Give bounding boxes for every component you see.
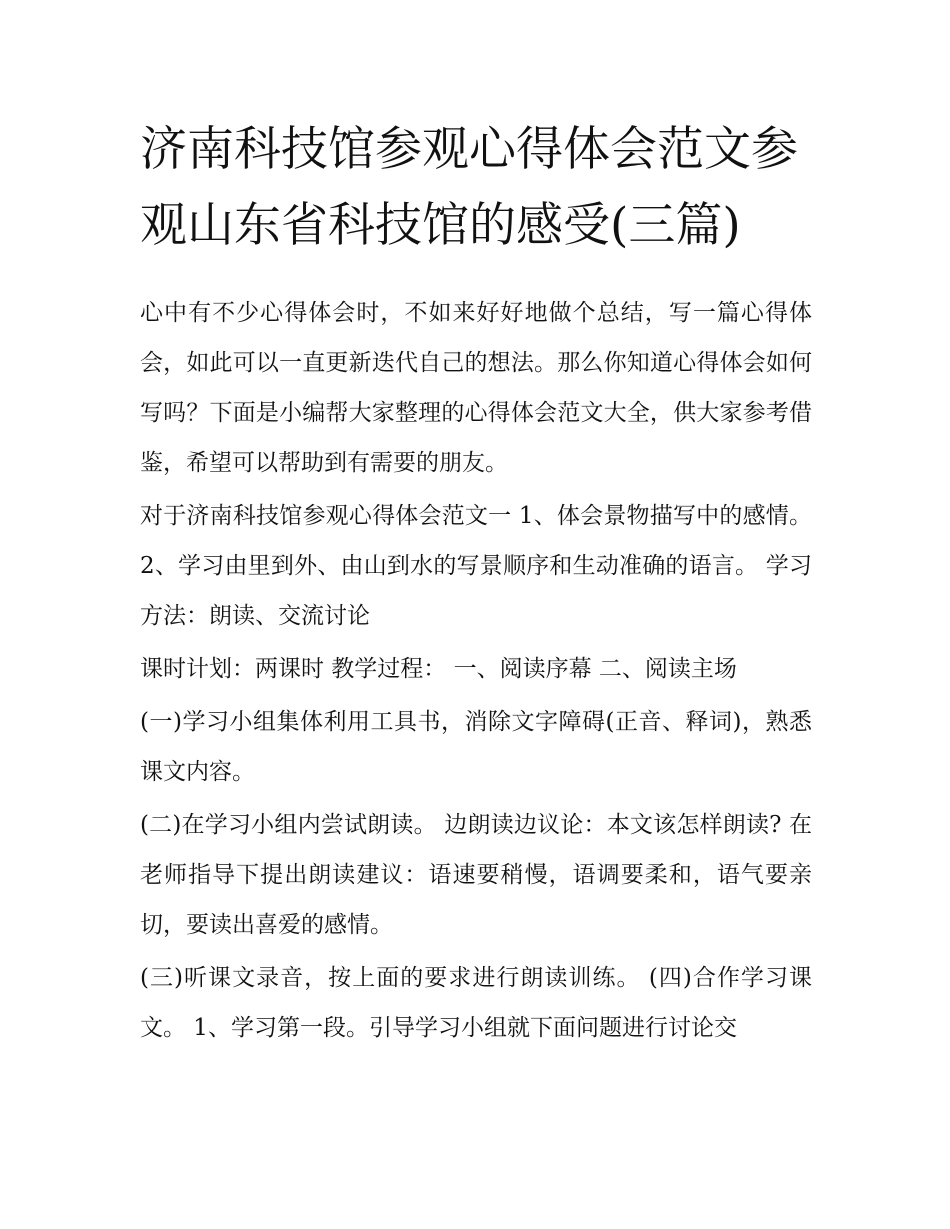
paragraph-step-2: (二)在学习小组内尝试朗读。 边朗读边议论：本文该怎样朗读? 在老师指导下提出朗读建议：语速要稍慢，语调要柔和，语气要亲切，要读出喜爱的感情。 [140,812,812,938]
paragraph-schedule: 课时计划：两课时 教学过程： 一、阅读序幕 二、阅读主场 [140,656,737,682]
paragraph-objectives: 对于济南科技馆参观心得体会范文一 1、体会景物描写中的感情。 2、学习由里到外、由山到水的写景顺序和生动准确的语言。 学习方法：朗读、交流讨论 [140,503,812,629]
document-title: 济南科技馆参观心得体会范文参观山东省科技馆的感受(三篇) [140,122,798,253]
paragraph-intro: 心中有不少心得体会时，不如来好好地做个总结，写一篇心得体会，如此可以一直更新迭代自己的想法。那么你知道心得体会如何写吗？下面是小编帮大家整理的心得体会范文大全，供大家参考借鉴，希望可以帮助到有需要的朋友。 [140,300,812,476]
document-body [140,288,812,1053]
paragraph-step-3: (三)听课文录音，按上面的要求进行朗读训练。 (四)合作学习课文。 1、学习第一段。引导学习小组就下面问题进行讨论交 [140,965,812,1041]
document-page [140,112,812,1056]
paragraph-step-1: (一)学习小组集体利用工具书，消除文字障碍(正音、释词)，熟悉课文内容。 [140,709,812,785]
